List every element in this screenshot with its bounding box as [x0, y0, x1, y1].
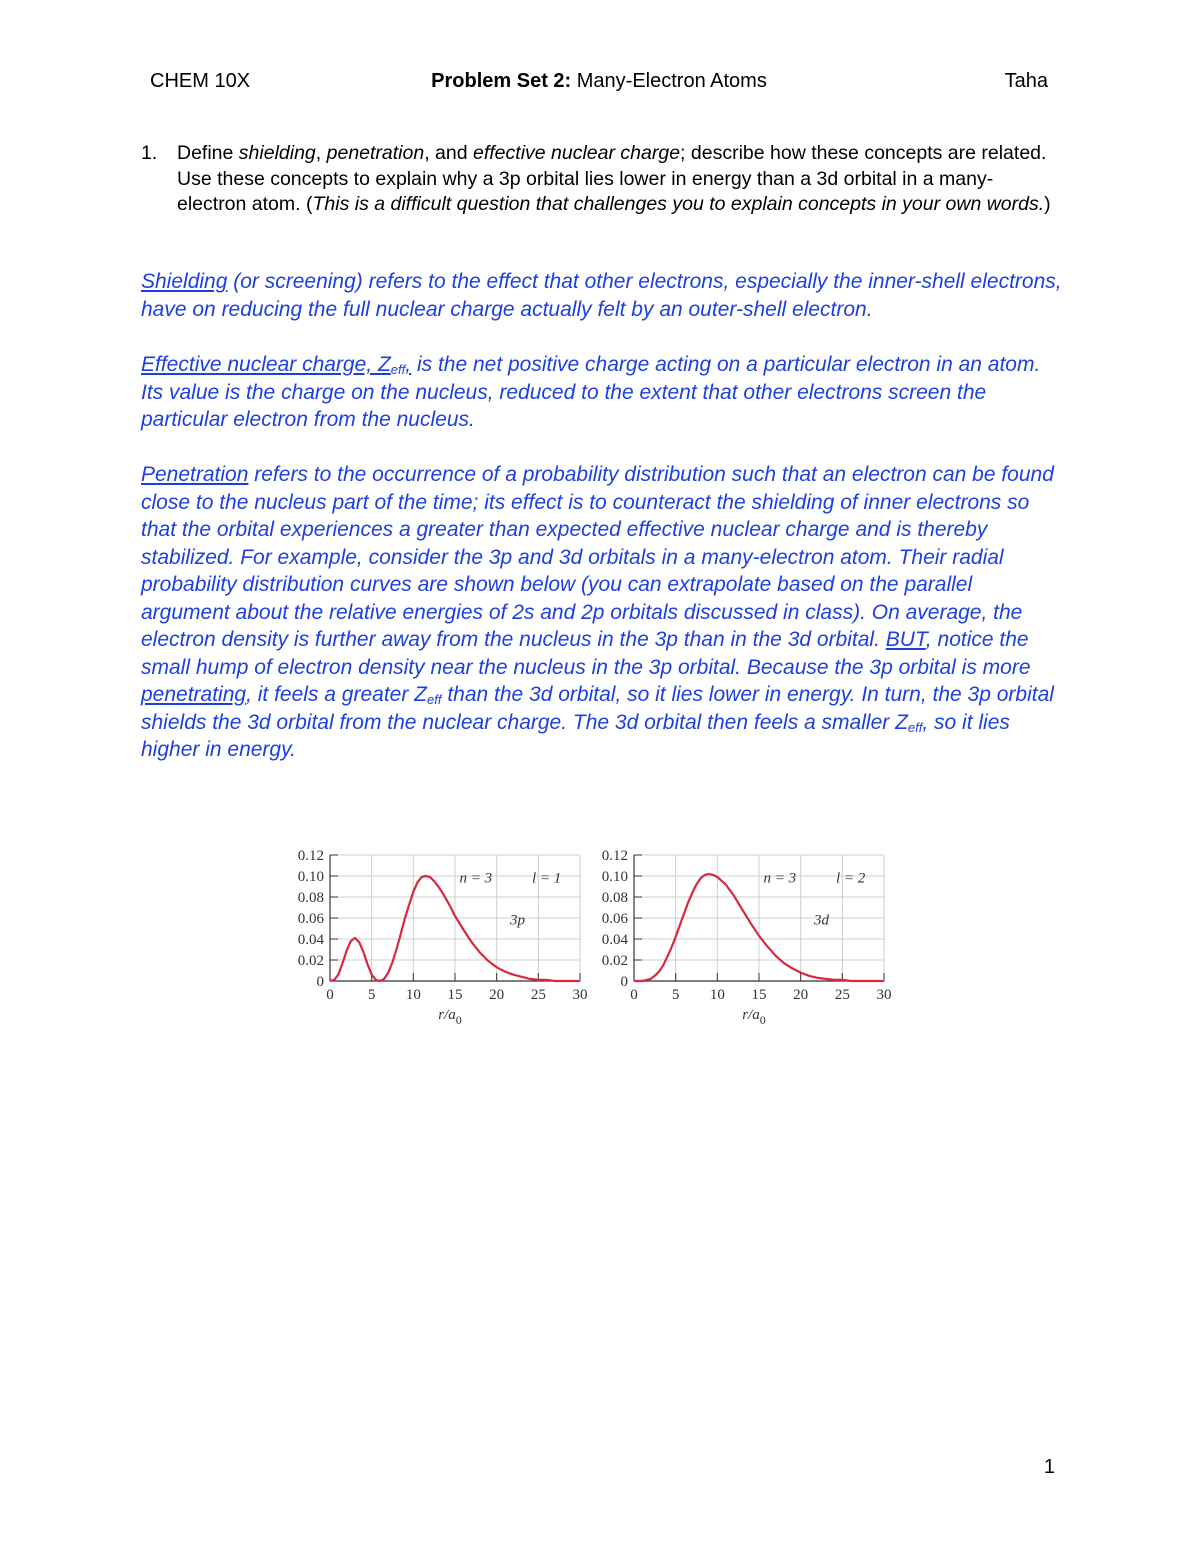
x-tick-label: 0 [326, 987, 334, 1003]
answer-text: , so it lies higher in energy. [141, 710, 1010, 761]
y-tick-label: 0 [620, 974, 628, 990]
answer-term-penetration: Penetration [141, 463, 249, 486]
answer-term-text: Effective nuclear charge, Z [141, 353, 391, 376]
title-rest: Many-Electron Atoms [571, 70, 767, 92]
x-axis-label-main: r/a [742, 1007, 760, 1023]
y-tick-label: 0.08 [601, 890, 628, 906]
chart-3p [270, 840, 590, 1030]
y-tick-label: 0.10 [601, 869, 628, 885]
y-tick-label: 0.04 [601, 932, 628, 948]
x-tick-label: 5 [367, 987, 376, 1003]
orbital-label: 3d [814, 912, 829, 929]
y-tick-label: 0.12 [297, 848, 324, 864]
answer-shielding [141, 268, 1066, 323]
x-tick-label: 25 [834, 987, 850, 1003]
x-tick-label: 20 [793, 987, 809, 1003]
answer-text: (or screening) refers to the effect that other electrons, especially the inner-shell electrons, have on reducing the full nuclear charge actually felt by an outer-shell electron. [141, 270, 1062, 321]
x-tick-label: 10 [709, 987, 725, 1003]
y-tick-label: 0.06 [297, 911, 324, 927]
x-tick-label: 15 [447, 987, 463, 1003]
author-name: Taha [1004, 70, 1048, 92]
page-header [150, 70, 1048, 100]
emphasis-penetrating: penetrating [141, 683, 247, 706]
x-tick-label: 20 [489, 987, 505, 1003]
question-text-part: ; describe how these concepts are related. Use these concepts to explain why a 3p orbital lies lower in energy than a 3d orbital in a many-electron atom. ( [177, 142, 1047, 215]
answer-term-zeff: Effective nuclear charge, $Z_{eff}$, [141, 353, 412, 377]
course-code: CHEM 10X [150, 70, 251, 92]
term-penetration: penetration [326, 142, 425, 164]
label-l: l = 2 [836, 870, 866, 887]
question-number: 1. [141, 142, 158, 164]
x-tick-label: 30 [572, 987, 588, 1003]
question-text-part: ) [1044, 193, 1051, 215]
question-text-part: , and [424, 142, 473, 164]
y-tick-label: 0.08 [297, 890, 324, 906]
x-tick-label: 25 [530, 987, 546, 1003]
chart-3d [574, 840, 894, 1030]
y-tick-label: 0.06 [601, 911, 628, 927]
x-axis-label [438, 1007, 462, 1027]
x-axis-label [742, 1007, 766, 1027]
y-tick-label: 0 [316, 974, 324, 990]
label-l: l = 1 [532, 870, 562, 887]
question-text-part: Define [177, 142, 239, 164]
page-number: 1 [1043, 1456, 1055, 1478]
question-text-part: , [315, 142, 327, 164]
x-tick-label: 5 [671, 987, 680, 1003]
question-note: This is a difficult question that challenges you to explain concepts in your own words. [312, 193, 1045, 215]
answer-text: than the 3d orbital, so it lies lower in energy. In turn, the 3p orbital shields the 3d orbital from the nuclear charge. The 3d orbital then feels a smaller Z [141, 683, 1054, 734]
x-axis-label-main: r/a [438, 1007, 456, 1023]
x-tick-label: 30 [876, 987, 892, 1003]
document-title [150, 70, 1048, 93]
subscript: eff [907, 719, 923, 735]
term-effective-nuclear-charge: effective nuclear charge [473, 142, 681, 164]
subscript: eff [390, 362, 406, 377]
question-1 [141, 141, 1061, 218]
emphasis-but: BUT [885, 628, 926, 651]
x-axis-label-sub: 0 [455, 1013, 462, 1027]
title-bold: Problem Set 2: [431, 70, 572, 92]
answer-effective-nuclear-charge [141, 351, 1066, 434]
term-shielding: shielding [238, 142, 316, 164]
y-tick-label: 0.12 [601, 848, 628, 864]
label-n: n = 3 [763, 870, 797, 887]
label-n: n = 3 [459, 870, 493, 887]
question-text [177, 141, 1061, 218]
x-tick-label: 10 [405, 987, 421, 1003]
x-tick-label: 0 [630, 987, 638, 1003]
x-tick-label: 15 [751, 987, 767, 1003]
answer-term-shielding: Shielding [141, 270, 228, 293]
answer-text: , it feels a greater Z [246, 683, 428, 706]
orbital-label: 3p [510, 912, 525, 929]
subscript: eff [427, 692, 442, 707]
y-tick-label: 0.10 [297, 869, 324, 885]
answer-text: is the net positive charge acting on a particular electron in an atom. Its value is the charge on the nucleus, reduced to the extent that other electrons screen the particular electron from the nucleus. [141, 353, 1041, 431]
x-axis-label-sub: 0 [759, 1013, 766, 1027]
y-tick-label: 0.02 [601, 953, 628, 969]
y-tick-label: 0.02 [297, 953, 324, 969]
answer-text: refers to the occurrence of a probability distribution such that an electron can be found close to the nucleus part of the time; its effect is to counteract the shielding of inner electrons so that the orbital experiences a greater than expected effective nuclear charge and is thereby stabilized. For example, consider the 3p and 3d orbitals in a many-electron atom. Their radial probability distribution curves are shown below (you can extrapolate based on the parallel argument about the relative energies of 2s and 2p orbitals discussed in class). On average, the electron density is further away from the nucleus in the 3p than in the 3d orbital. [141, 463, 1054, 651]
y-tick-label: 0.04 [297, 932, 324, 948]
answer-text: , notice the small hump of electron density near the nucleus in the 3p orbital. Because the 3p orbital is more [141, 628, 1031, 679]
answer-penetration [141, 461, 1066, 764]
